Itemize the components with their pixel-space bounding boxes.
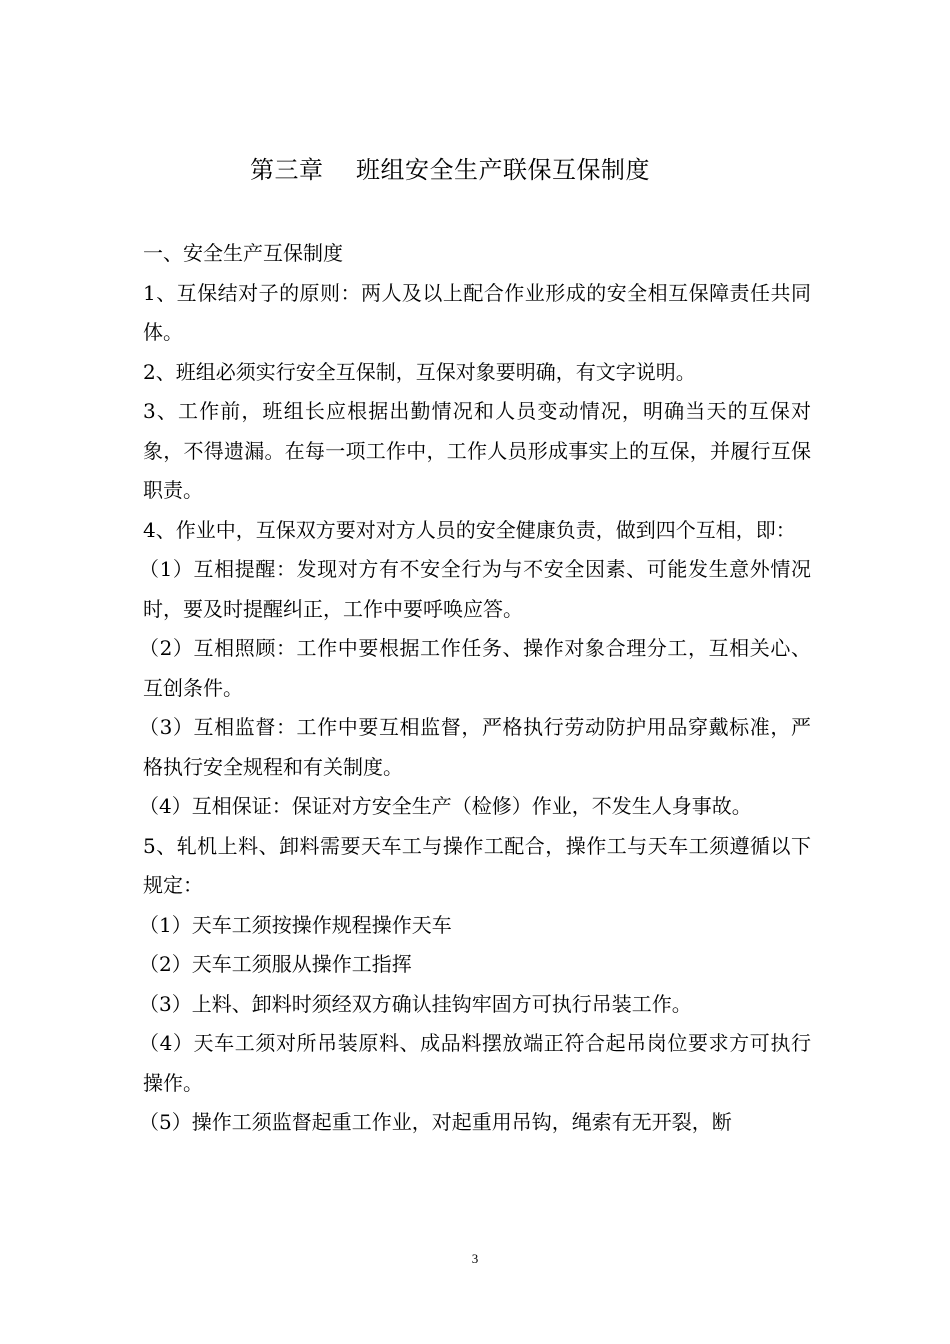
paragraph-rule-5-item-3: （3）上料、卸料时须经双方确认挂钩牢固方可执行吊装工作。 [139, 991, 692, 1016]
document-body [139, 234, 811, 1143]
paragraph-rule-4-item-2: （2）互相照顾：工作中要根据工作任务、操作对象合理分工，互相关心、互创条件。 [139, 636, 811, 700]
paragraph-rule-5-item-4: （4）天车工须对所吊装原料、成品料摆放端正符合起吊岗位要求方可执行操作。 [139, 1031, 811, 1095]
paragraph-rule-4-item-3: （3）互相监督：工作中要互相监督，严格执行劳动防护用品穿戴标准，严格执行安全规程和有关制度。 [139, 715, 811, 779]
paragraph-rule-3: 3、工作前，班组长应根据出勤情况和人员变动情况，明确当天的互保对象，不得遗漏。在每一项工作中，工作人员形成事实上的互保，并履行互保职责。 [143, 399, 811, 502]
paragraph-rule-4-item-4: （4）互相保证：保证对方安全生产（检修）作业，不发生人身事故。 [139, 794, 752, 818]
paragraph-rule-5-item-2: （2）天车工须服从操作工指挥 [139, 952, 412, 976]
chapter-title: 第三章 班组安全生产联保互保制度 [249, 156, 650, 184]
section-heading: 一、安全生产互保制度 [143, 241, 343, 265]
paragraph-rule-5-item-5: （5）操作工须监督起重工作业，对起重用吊钩，绳索有无开裂，断 [139, 1110, 732, 1134]
paragraph-rule-2: 2、班组必须实行安全互保制，互保对象要明确，有文字说明。 [143, 359, 696, 384]
paragraph-rule-4-item-1: （1）互相提醒：发现对方有不安全行为与不安全因素、可能发生意外情况时，要及时提醒纠正，工作中要呼唤应答。 [139, 557, 811, 621]
paragraph-rule-5-item-1: （1）天车工须按操作规程操作天车 [139, 912, 452, 937]
paragraph-rule-4: 4、作业中，互保双方要对对方人员的安全健康负责，做到四个互相，即： [143, 517, 796, 542]
paragraph-rule-5: 5、轧机上料、卸料需要天车工与操作工配合，操作工与天车工须遵循以下规定： [143, 833, 811, 897]
page-number: 3 [471, 1251, 479, 1266]
paragraph-rule-1: 1、互保结对子的原则：两人及以上配合作业形成的安全相互保障责任共同体。 [143, 280, 811, 344]
